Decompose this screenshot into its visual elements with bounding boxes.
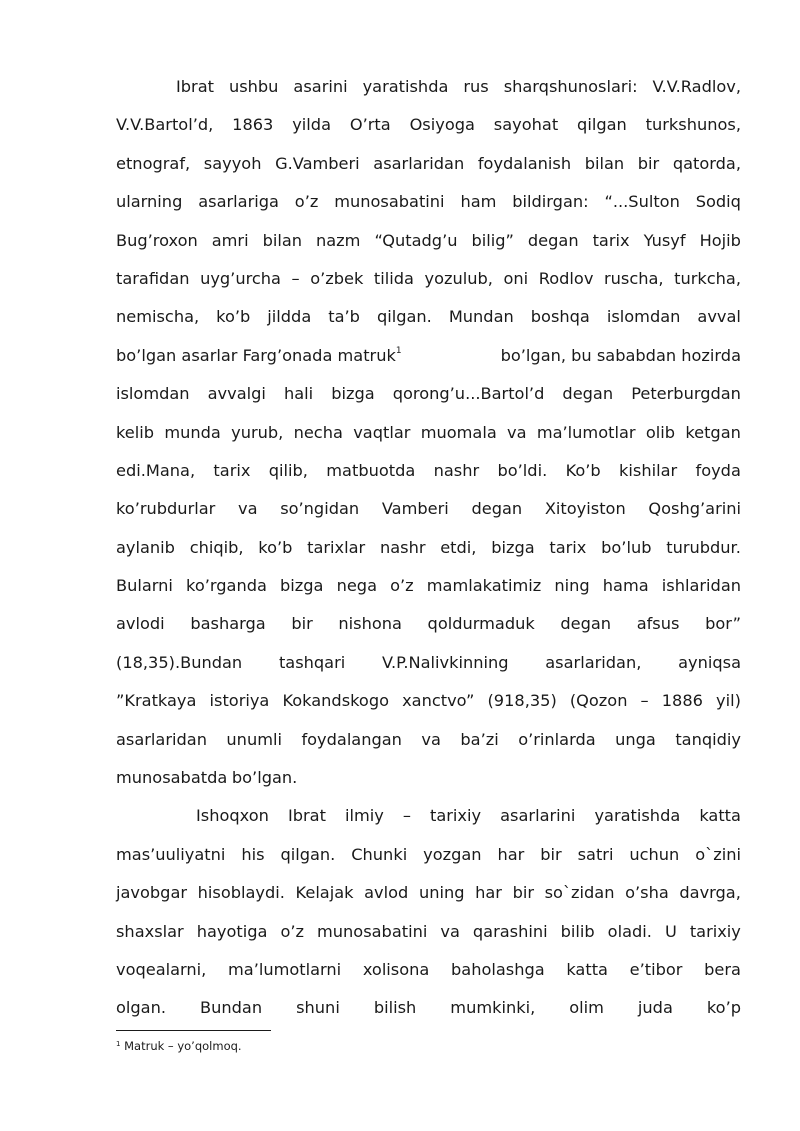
word: sharqshunoslari: — [503, 77, 638, 96]
word: o’z — [390, 576, 414, 596]
word: ning — [554, 576, 590, 596]
text-line — [116, 721, 741, 759]
word: bilish — [373, 998, 417, 1018]
word: kelib — [116, 422, 155, 442]
word: ayniqsa — [678, 652, 741, 672]
word: o’z — [280, 921, 304, 941]
word: Rodlov — [538, 268, 594, 288]
word: asarlaridan — [116, 729, 207, 749]
text-line — [116, 183, 741, 221]
word: – — [402, 806, 411, 826]
word: istoriya — [209, 691, 270, 711]
text-line — [116, 797, 741, 835]
word: bizga — [280, 576, 324, 596]
word: Bug’roxon — [116, 230, 198, 250]
word: bilib — [560, 921, 595, 941]
word: Ibrat — [287, 806, 326, 826]
word: rus — [463, 77, 489, 96]
word: ta’b — [328, 307, 360, 327]
word: islomdan — [116, 384, 190, 404]
word: asarini — [293, 77, 348, 96]
word: bizga — [331, 384, 375, 404]
word: unumli — [226, 729, 282, 749]
word: asarlaridan, — [545, 652, 642, 672]
word: (18,35).Bundan — [116, 652, 243, 672]
word: mamlakatimiz — [426, 576, 542, 596]
word: nazm — [316, 230, 361, 250]
word: sayohat — [493, 115, 559, 135]
word: ko’b — [258, 537, 293, 557]
word: hama — [602, 576, 649, 596]
word: har — [475, 883, 502, 903]
word: chiqib, — [189, 537, 244, 557]
word: hayotiga — [196, 921, 268, 941]
word: yozulub, — [424, 268, 493, 288]
word: his — [241, 844, 265, 864]
word: bilig” — [471, 230, 514, 250]
word: Xitoyiston — [544, 499, 626, 519]
word: degan — [560, 614, 612, 634]
word: baholashga — [451, 959, 545, 979]
word: va — [440, 921, 460, 941]
word: Yusyf — [643, 230, 686, 250]
word: shuni — [296, 998, 340, 1018]
word: ko’rganda — [186, 576, 267, 596]
word: so`zidan — [544, 883, 615, 903]
word: edi.Mana, — [116, 460, 196, 480]
word: basharga — [190, 614, 266, 634]
word: shaxslar — [116, 921, 184, 941]
word: bera — [704, 959, 741, 979]
word: etdi, — [440, 537, 477, 557]
word: katta — [566, 959, 608, 979]
word: katta — [699, 806, 741, 826]
text-line — [116, 644, 741, 682]
word: qilgan. — [376, 307, 432, 327]
word: U — [664, 921, 677, 941]
text-line — [116, 222, 741, 260]
word: hali — [283, 384, 314, 404]
text-line — [116, 682, 741, 720]
word: ko’rubdurlar — [116, 499, 216, 519]
word: Bundan — [200, 998, 263, 1018]
word: 1863 — [232, 115, 274, 135]
word: Vamberi — [381, 499, 449, 519]
word: Bularni — [116, 576, 173, 596]
word: V.V.Radlov, — [652, 77, 741, 96]
word: har — [497, 844, 525, 864]
word: o`zini — [695, 844, 741, 864]
text-line — [116, 490, 741, 528]
word: ushbu — [228, 77, 279, 96]
word: ”Kratkaya — [116, 691, 197, 711]
word: etnograf, — [116, 153, 191, 173]
word: afsus — [636, 614, 680, 634]
word: yurub, — [231, 422, 284, 442]
word: boshqa — [530, 307, 590, 327]
word: bilan — [584, 153, 625, 173]
word: kishilar — [619, 460, 678, 480]
line-part: bo’lgan, bu sababdan hozirda — [500, 345, 741, 365]
word: tarix — [592, 230, 630, 250]
word: munda — [164, 422, 221, 442]
word: degan — [527, 230, 579, 250]
word: munosabatini — [317, 921, 428, 941]
word: bizga — [491, 537, 535, 557]
word: tarafidan — [116, 268, 190, 288]
word: bor” — [705, 614, 741, 634]
word: tarixlar — [307, 537, 366, 557]
word: voqealarni, — [116, 959, 207, 979]
word: Osiyoga — [409, 115, 475, 135]
text-line — [116, 836, 741, 874]
word: juda — [637, 998, 673, 1018]
text-line-with-footnote — [116, 337, 741, 375]
word: nemischa, — [116, 307, 200, 327]
word: qarashini — [472, 921, 548, 941]
word: muomala — [420, 422, 497, 442]
word: Kelajak — [295, 883, 354, 903]
word: tarixiy — [689, 921, 741, 941]
text-line — [116, 874, 741, 912]
word: ma’lumotlar — [536, 422, 636, 442]
word: turkshunos, — [645, 115, 741, 135]
line-part: bo’lgan asarlar Farg’onada matruk$^1$ — [116, 345, 402, 365]
word: amri — [211, 230, 249, 250]
word: ham — [460, 192, 497, 212]
word: Qoshg’arini — [648, 499, 741, 519]
word: nashr — [433, 460, 480, 480]
word: satri — [577, 844, 614, 864]
word: mas’uuliyatni — [116, 844, 226, 864]
word: Chunki — [351, 844, 408, 864]
word: nishona — [338, 614, 402, 634]
word: yilda — [292, 115, 331, 135]
word: ketgan — [685, 422, 741, 442]
word: – — [640, 691, 649, 711]
word: javobgar — [116, 883, 188, 903]
word: “Qutadg’u — [374, 230, 458, 250]
word: va — [238, 499, 258, 519]
word: davrga, — [679, 883, 741, 903]
word: 1886 — [661, 691, 703, 711]
word: Mundan — [448, 307, 514, 327]
word: xanctvo” — [402, 691, 475, 711]
word: foydalangan — [301, 729, 402, 749]
footnote-text: Matruk – yo’qolmoq. — [124, 1039, 242, 1053]
word: qoldurmaduk — [427, 614, 535, 634]
word: oni — [503, 268, 529, 288]
word: qilgan — [577, 115, 627, 135]
word: olgan. — [116, 998, 167, 1018]
word: yaratishda — [362, 77, 449, 96]
text-line — [116, 68, 741, 106]
word: asarlarini — [500, 806, 576, 826]
word: e’tibor — [629, 959, 683, 979]
text-line — [116, 989, 741, 1027]
text-line — [116, 913, 741, 951]
word: ko’p — [706, 998, 741, 1018]
word: va — [507, 422, 527, 442]
word: bo’lub — [601, 537, 652, 557]
word: hisoblaydi. — [197, 883, 285, 903]
word: turkcha, — [674, 268, 741, 288]
word: turubdur. — [666, 537, 741, 557]
text-line — [116, 106, 741, 144]
word: jildda — [267, 307, 312, 327]
word: Hojib — [699, 230, 741, 250]
word: ilmiy — [344, 806, 384, 826]
word: olim — [569, 998, 604, 1018]
word: ko’b — [216, 307, 251, 327]
text-line — [116, 375, 741, 413]
footnote-reference: 1 — [395, 345, 402, 356]
text-line — [116, 605, 741, 643]
paragraph-last-line — [116, 759, 741, 797]
word: tarixiy — [430, 806, 482, 826]
word: ishlaridan — [661, 576, 741, 596]
word: uyg’urcha — [200, 268, 281, 288]
word: uchun — [629, 844, 680, 864]
word: va — [421, 729, 441, 749]
word: yozgan — [423, 844, 482, 864]
word: xolisona — [362, 959, 430, 979]
word: asarlaridan — [373, 153, 465, 173]
word: tarix — [213, 460, 251, 480]
word: Ishoqxon — [196, 806, 269, 826]
word: (918,35) — [487, 691, 557, 711]
word: nashr — [379, 537, 426, 557]
word: V.V.Bartol’d, — [116, 115, 214, 135]
word: bilan — [262, 230, 303, 250]
word: munosabatini — [334, 192, 445, 212]
word: bir — [540, 844, 562, 864]
word: tilida — [373, 268, 414, 288]
word: qorong’u...Bartol’d — [392, 384, 545, 404]
word: Kokandskogo — [282, 691, 390, 711]
word: – — [291, 268, 300, 288]
word: uning — [418, 883, 465, 903]
word: nega — [336, 576, 378, 596]
word: tarix — [549, 537, 587, 557]
word: bo’lgan. — [231, 768, 298, 788]
word: Peterburgdan — [631, 384, 741, 404]
word: tanqidiy — [675, 729, 741, 749]
word: bir — [637, 153, 660, 173]
word: islomdan — [606, 307, 681, 327]
word: oladi. — [607, 921, 652, 941]
word: ma’lumotlarni — [228, 959, 342, 979]
word: Sodiq — [695, 192, 741, 212]
word: avlod — [364, 883, 409, 903]
text-line — [116, 452, 741, 490]
word: “...Sulton — [604, 192, 680, 212]
text-line — [116, 567, 741, 605]
word: degan — [562, 384, 614, 404]
word: necha — [293, 422, 343, 442]
word: ruscha, — [603, 268, 664, 288]
text-line — [116, 951, 741, 989]
footnote-divider — [116, 1030, 271, 1031]
text-line — [116, 529, 741, 567]
word: bir — [512, 883, 534, 903]
word: V.P.Nalivkinning — [381, 652, 509, 672]
word: avvalgi — [207, 384, 266, 404]
word: munosabatda — [116, 768, 228, 788]
word: yil) — [716, 691, 741, 711]
word: degan — [471, 499, 523, 519]
word: matbuotda — [326, 460, 416, 480]
text-line — [116, 145, 741, 183]
word: G.Vamberi — [275, 153, 360, 173]
word: Ko’b — [565, 460, 601, 480]
document-body — [116, 68, 741, 1028]
word: mumkinki, — [450, 998, 536, 1018]
word: so’ngidan — [280, 499, 360, 519]
text-line — [116, 260, 741, 298]
word: sayyoh — [203, 153, 262, 173]
word: ba’zi — [460, 729, 499, 749]
word: aylanib — [116, 537, 175, 557]
text-line — [116, 414, 741, 452]
word: Ibrat — [176, 77, 214, 96]
footnote — [116, 1038, 242, 1054]
word: o’sha — [625, 883, 669, 903]
word: qilib, — [268, 460, 308, 480]
word: tashqari — [278, 652, 346, 672]
word: yaratishda — [594, 806, 681, 826]
word: unga — [615, 729, 656, 749]
word: bo’ldi. — [497, 460, 548, 480]
word: avval — [697, 307, 741, 327]
word: foyda — [695, 460, 741, 480]
word: o’zbek — [310, 268, 364, 288]
word: avlodi — [116, 614, 165, 634]
footnote-marker: 1 — [116, 1040, 121, 1048]
text-line — [116, 298, 741, 336]
word: olib — [645, 422, 676, 442]
word: qatorda, — [672, 153, 741, 173]
word: vaqtlar — [353, 422, 411, 442]
word: asarlariga — [198, 192, 279, 212]
word: bir — [291, 614, 313, 634]
word: bildirgan: — [512, 192, 589, 212]
word: foydalanish — [477, 153, 572, 173]
word: ularning — [116, 192, 183, 212]
word: O’rta — [349, 115, 391, 135]
word: o’rinlarda — [518, 729, 596, 749]
word: o’z — [294, 192, 319, 212]
word: (Qozon — [569, 691, 628, 711]
word: qilgan. — [280, 844, 336, 864]
